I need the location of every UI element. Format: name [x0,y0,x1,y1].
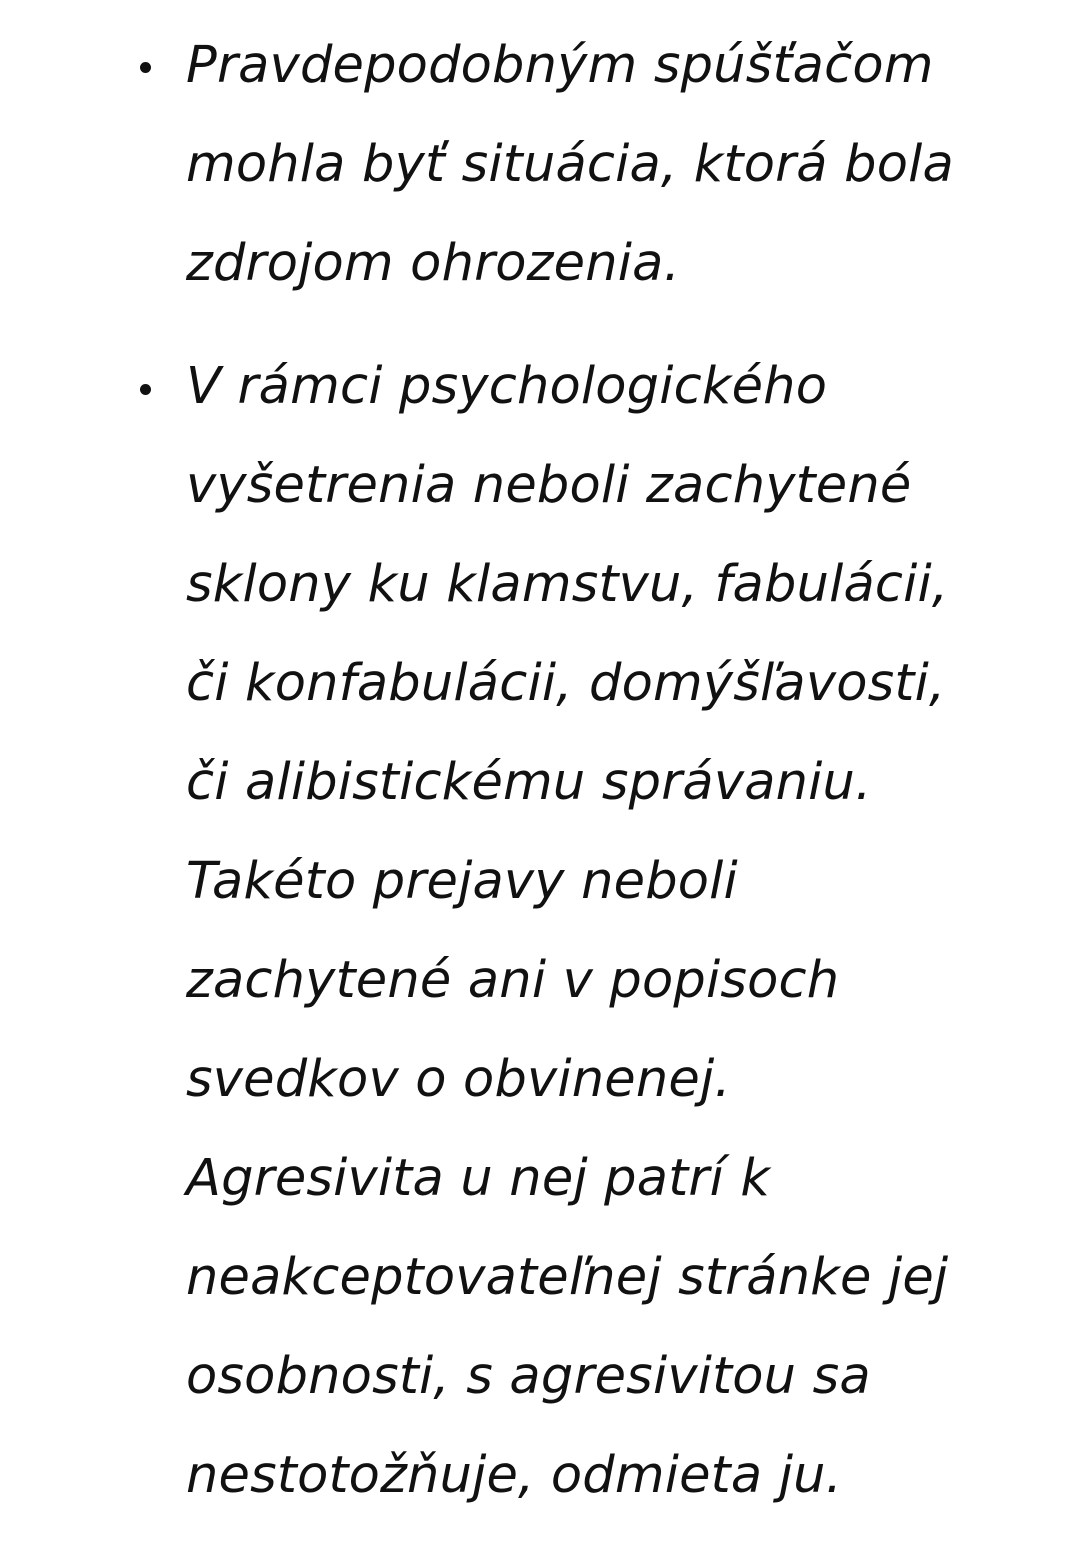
text-line: neakceptovateľnej stránke jej [186,1248,949,1307]
text-line: zachytené ani v popisoch [186,951,840,1010]
text-line: Agresivita u nej patrí k [186,1149,771,1208]
bullet-icon [140,62,151,73]
text-line: osobnosti, s agresivitou sa [186,1347,871,1406]
text-line: V rámci psychologického [186,357,828,416]
text-line: nestotožňuje, odmieta ju. [186,1446,843,1505]
text-line: vyšetrenia neboli zachytené [186,456,912,515]
bullet-icon [140,384,151,395]
text-line: mohla byť situácia, ktorá bola [186,135,954,194]
text-line: svedkov o obvinenej. [186,1050,731,1109]
text-line: Takéto prejavy neboli [186,852,738,911]
text-line: či alibistickému správaniu. [186,753,872,812]
text-line: sklony ku klamstvu, fabulácii, [186,555,949,614]
text-line: Pravdepodobným spúšťačom [186,36,934,95]
text-line: či konfabulácii, domýšľavosti, [186,654,946,713]
text-line: zdrojom ohrozenia. [186,234,680,293]
